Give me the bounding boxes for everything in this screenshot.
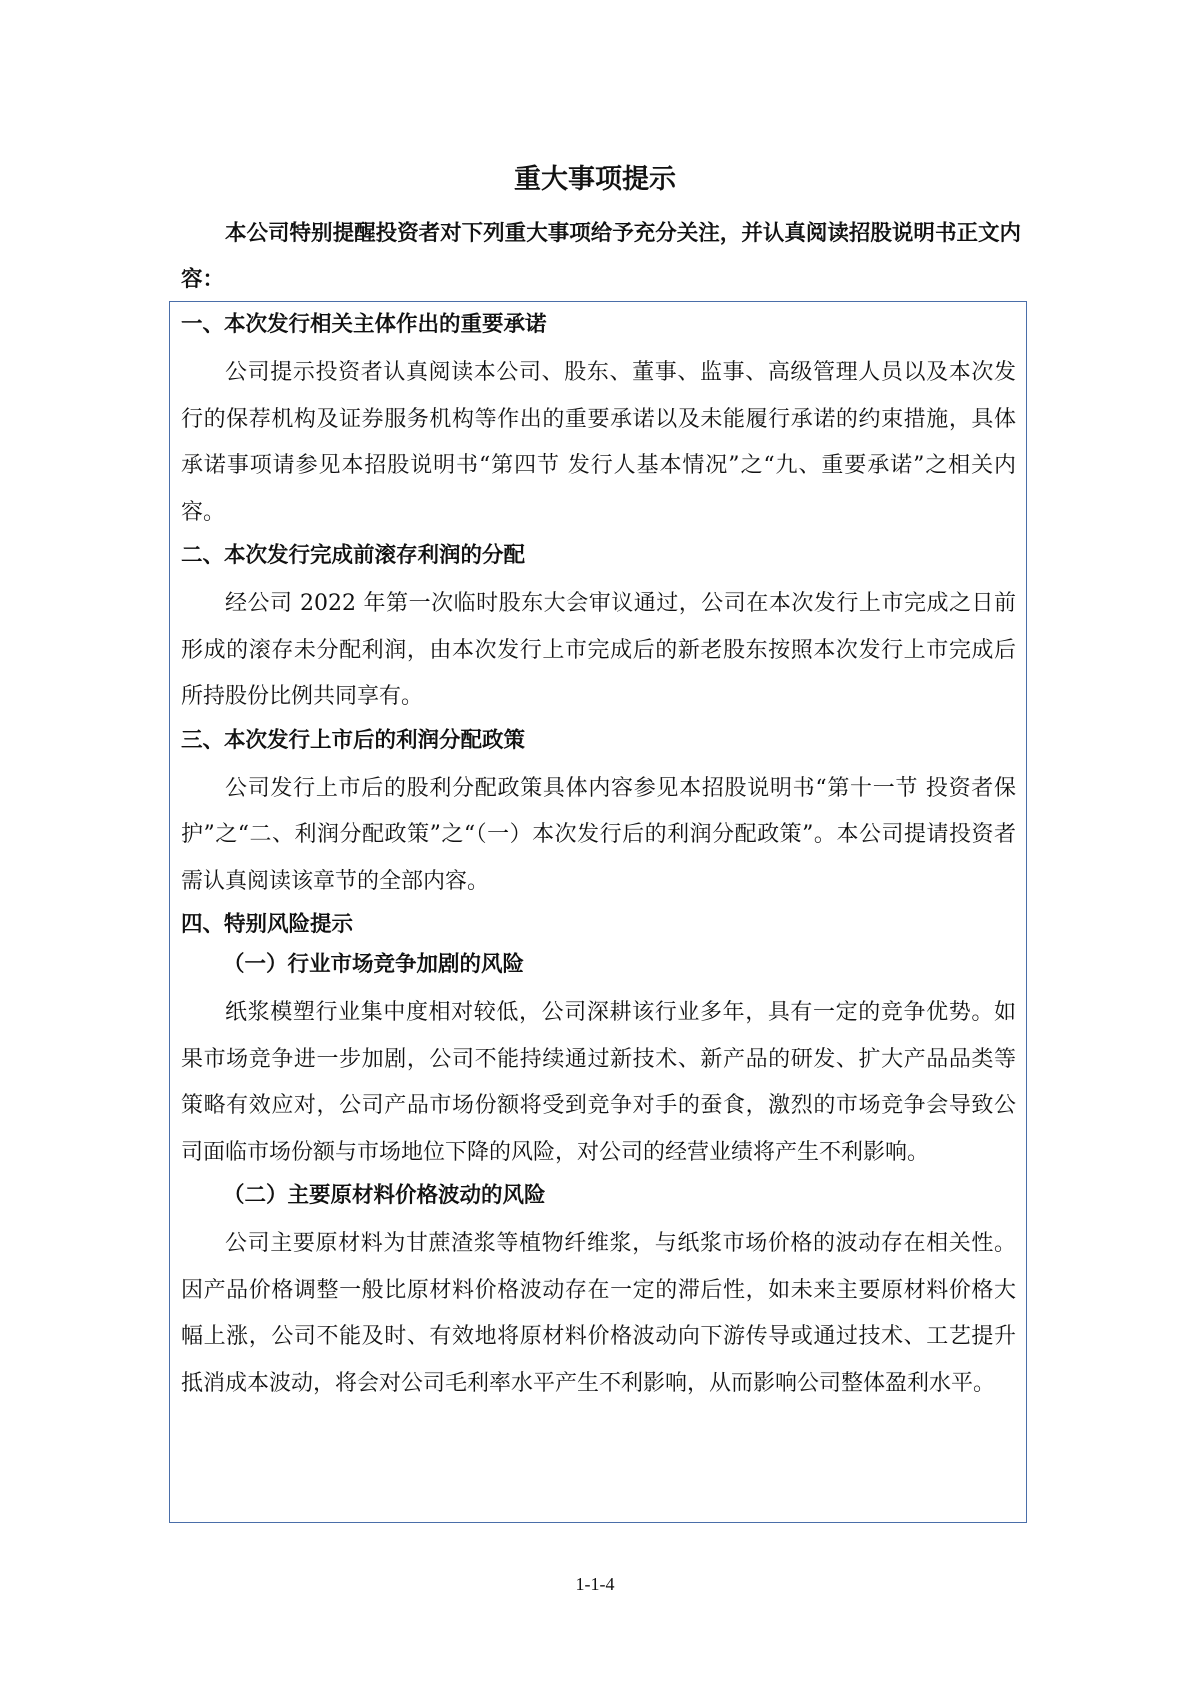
subsection-heading: （一）行业市场竞争加剧的风险 xyxy=(223,952,525,977)
section-dividend-policy xyxy=(181,721,1016,906)
subsection-raw-material-risk xyxy=(181,1176,1016,1407)
section-commitments xyxy=(181,305,1016,536)
section-heading: 三、本次发行上市后的利润分配政策 xyxy=(181,727,526,753)
subsection-paragraph: 纸浆模塑行业集中度相对较低，公司深耕该行业多年，具有一定的竞争优势。如果市场竞争进一步加剧，公司不能持续通过新技术、新产品的研发、扩大产品品类等策略有效应对，公司产品市场份额将受到竞争对手的蚕食，激烈的市场竞争会导致公司面临市场份额与市场地位下降的风险，对公司的经营业绩将产生不利影响。 xyxy=(181,1000,1016,1165)
subsection-heading: （二）主要原材料价格波动的风险 xyxy=(223,1183,546,1208)
subsection-competition-risk xyxy=(181,945,1016,1176)
section-retained-profit xyxy=(181,536,1016,721)
section-heading: 四、特别风险提示 xyxy=(181,912,354,937)
section-special-risks xyxy=(181,905,1016,1407)
intro-notice: 本公司特别提醒投资者对下列重大事项给予充分关注，并认真阅读招股说明书正文内容： xyxy=(181,221,1021,292)
section-paragraph: 公司提示投资者认真阅读本公司、股东、董事、监事、高级管理人员以及本次发行的保荐机构及证券服务机构等作出的重要承诺以及未能履行承诺的约束措施，具体承诺事项请参见本招股说明书“第四节 发行人基本情况”之“九、重要承诺”之相关内容。 xyxy=(181,360,1016,525)
section-paragraph: 经公司 2022 年第一次临时股东大会审议通过，公司在本次发行上市完成之日前形成的滚存未分配利润，由本次发行上市完成后的新老股东按照本次发行上市完成后所持股份比例共同享有。 xyxy=(181,591,1016,709)
section-heading: 一、本次发行相关主体作出的重要承诺 xyxy=(181,312,547,337)
content-box xyxy=(169,301,1027,1523)
page-number: 1-1-4 xyxy=(575,1574,615,1594)
section-heading: 二、本次发行完成前滚存利润的分配 xyxy=(181,543,526,568)
page-title: 重大事项提示 xyxy=(514,164,676,195)
subsection-paragraph: 公司主要原材料为甘蔗渣浆等植物纤维浆，与纸浆市场价格的波动存在相关性。因产品价格调整一般比原材料价格波动存在一定的滞后性，如未来主要原材料价格大幅上涨，公司不能及时、有效地将原材料价格波动向下游传导或通过技术、工艺提升抵消成本波动，将会对公司毛利率水平产生不利影响，从而影响公司整体盈利水平。 xyxy=(181,1231,1016,1396)
section-paragraph: 公司发行上市后的股利分配政策具体内容参见本招股说明书“第十一节 投资者保护”之“二、利润分配政策”之“（一）本次发行后的利润分配政策”。本公司提请投资者需认真阅读该章节的全部内容。 xyxy=(181,775,1016,894)
